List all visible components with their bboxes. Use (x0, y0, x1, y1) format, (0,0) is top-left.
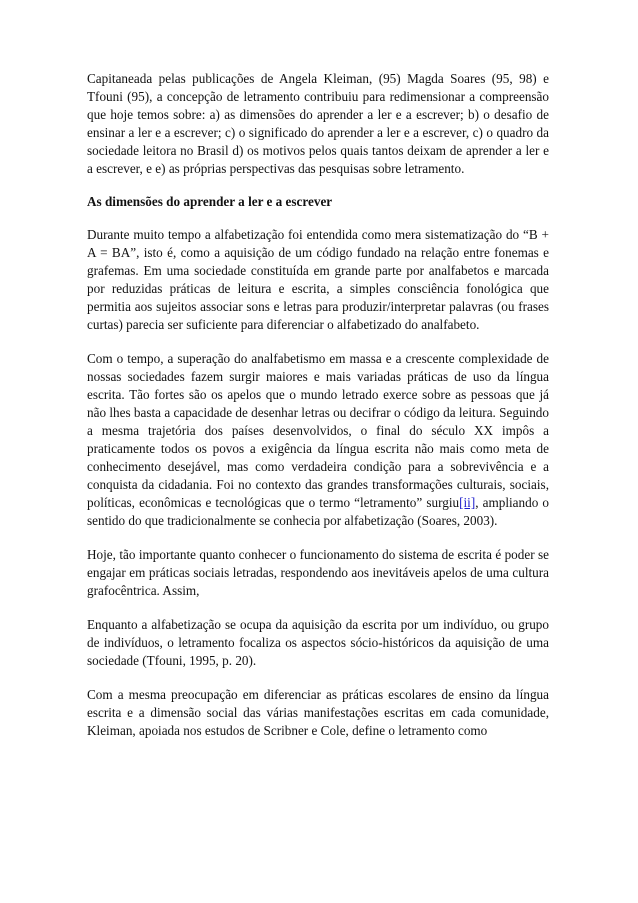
intro-paragraph: Capitaneada pelas publicações de Angela Kleiman, (95) Magda Soares (95, 98) e Tfouni (95), a concepção de letramento contribuiu para redimensionar a compreensão que hoje temos sobre: a) as dimensões do aprender a ler e a escrever; b) o desafio de ensinar a ler e a escrever; c) o significado do aprender a ler e a escrever, c) o quadro da sociedade leitora no Brasil d) os motivos pelos quais tantos deixam de aprender a ler e a escrever, e e) as próprias perspectivas das pesquisas sobre letramento. (87, 71, 549, 176)
block-quote: Enquanto a alfabetização se ocupa da aquisição da escrita por um indivíduo, ou grupo de indivíduos, o letramento focaliza os aspectos sócio-históricos da aquisição de uma sociedade (Tfouni, 1995, p. 20). (87, 617, 549, 668)
footnote-link[interactable]: [ii] (459, 495, 476, 510)
body-paragraph-2-text-a: Com o tempo, a superação do analfabetismo em massa e a crescente complexidade de nossas sociedades fazem surgir maiores e mais variadas práticas de uso da língua escrita. Tão fortes são os apelos que o mundo letrado exerce sobre as pessoas que já não lhes basta a capacidade de desenhar letras ou decifrar o código da leitura. Seguindo a mesma trajetória dos países desenvolvidos, o final do século XX impôs a praticamente todos os povos a exigência da língua escrita não mais como meta de conhecimento desejável, mas como verdadeira condição para a sobrevivência e a conquista da cidadania. Foi no contexto das grandes transformações culturais, sociais, políticas, econômicas e tecnológicas que o termo “letramento” surgiu (87, 351, 549, 510)
body-paragraph-1: Durante muito tempo a alfabetização foi entendida como mera sistematização do “B + A = BA”, isto é, como a aquisição de um código fundado na relação entre fonemas e grafemas. Em uma sociedade constituída em grande parte por analfabetos e marcada por reduzidas práticas de leitura e escrita, a simples consciência fonológica que permitia aos sujeitos associar sons e letras para produzir/interpretar palavras (ou frases curtas) parecia ser suficiente para diferenciar o alfabetizado do analfabeto. (87, 227, 549, 332)
body-paragraph-2 (87, 350, 549, 530)
body-paragraph-3: Hoje, tão importante quanto conhecer o funcionamento do sistema de escrita é poder se engajar em práticas sociais letradas, respondendo aos inevitáveis apelos de uma cultura grafocêntrica. Assim, (87, 547, 549, 598)
section-heading: As dimensões do aprender a ler e a escrever (87, 194, 333, 209)
body-paragraph-2-text-b: , ampliando o sentido do que tradicionalmente se conhecia por alfabetização (Soares, 2003). (87, 495, 549, 528)
body-paragraph-4: Com a mesma preocupação em diferenciar as práticas escolares de ensino da língua escrita e a dimensão social das várias manifestações escritas em cada comunidade, Kleiman, apoiada nos estudos de Scribner e Cole, define o letramento como (87, 687, 549, 738)
document-page (87, 70, 549, 756)
